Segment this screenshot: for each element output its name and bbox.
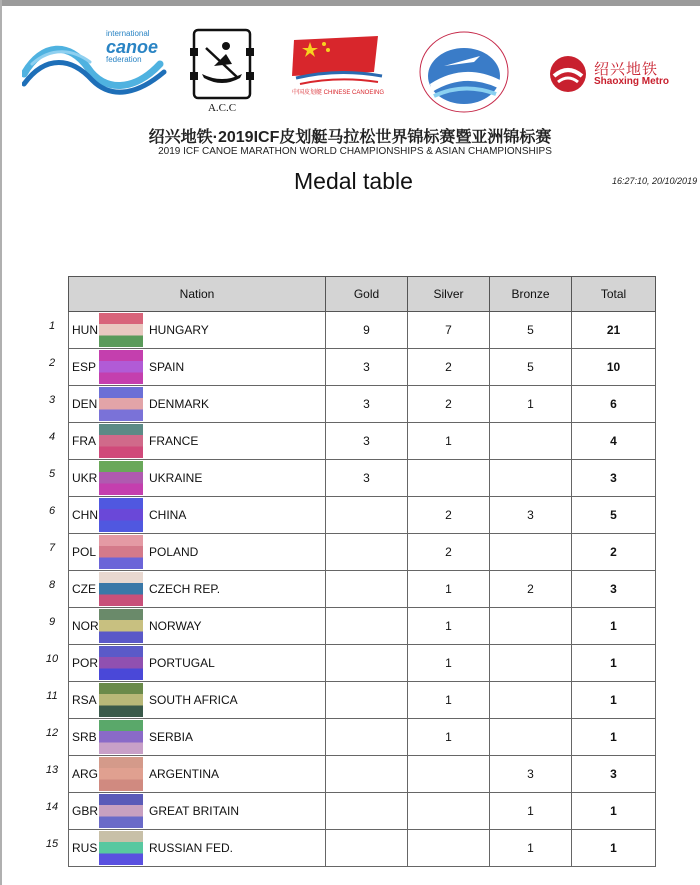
nation-name: UKRAINE xyxy=(149,471,203,485)
nation-cell xyxy=(69,386,326,423)
table-row xyxy=(69,497,656,534)
gold-count xyxy=(326,497,408,534)
metro-name-cn: 绍兴地铁 xyxy=(594,61,659,78)
bronze-count xyxy=(490,460,572,497)
flag-icon xyxy=(99,757,143,791)
noc-code: FRA xyxy=(72,434,96,448)
flag-icon xyxy=(99,831,143,865)
silver-count: 1 xyxy=(408,423,490,460)
bronze-count: 1 xyxy=(490,386,572,423)
noc-code: CZE xyxy=(72,582,96,596)
header-bronze: Bronze xyxy=(490,277,572,312)
table-row xyxy=(69,719,656,756)
noc-code: CHN xyxy=(72,508,98,522)
chinese-canoeing-logo xyxy=(288,32,388,98)
nation-name: GREAT BRITAIN xyxy=(149,804,240,818)
total-count: 5 xyxy=(572,497,656,534)
gold-count xyxy=(326,719,408,756)
rank-label: 6 xyxy=(48,505,56,517)
gold-count: 3 xyxy=(326,423,408,460)
flag-icon xyxy=(99,387,143,421)
noc-code: RUS xyxy=(72,841,98,855)
nation-cell xyxy=(69,497,326,534)
championships-logo xyxy=(414,26,514,116)
total-count: 4 xyxy=(572,423,656,460)
gold-count xyxy=(326,756,408,793)
nation-cell xyxy=(69,534,326,571)
nation-name: SPAIN xyxy=(149,360,185,374)
nation-cell xyxy=(69,608,326,645)
gold-count xyxy=(326,608,408,645)
silver-count: 2 xyxy=(408,349,490,386)
flag-icon xyxy=(99,609,143,643)
shaoxing-metro-logo xyxy=(548,54,678,94)
silver-count: 2 xyxy=(408,534,490,571)
flag-icon xyxy=(99,350,143,384)
flag-icon xyxy=(99,683,143,717)
header-silver: Silver xyxy=(408,277,490,312)
nation-name: PORTUGAL xyxy=(149,656,215,670)
flag-icon xyxy=(99,646,143,680)
gold-count xyxy=(326,682,408,719)
page-title: Medal table xyxy=(294,168,413,194)
flag-icon xyxy=(99,424,143,458)
gold-count xyxy=(326,793,408,830)
rank-label: 11 xyxy=(46,690,58,702)
rank-label: 13 xyxy=(45,764,59,776)
noc-code: GBR xyxy=(72,804,99,818)
rank-label: 1 xyxy=(48,320,56,332)
bronze-count xyxy=(490,423,572,460)
total-count: 1 xyxy=(572,719,656,756)
championships-emblem-icon xyxy=(414,26,514,116)
table-row xyxy=(69,423,656,460)
medal-table-body xyxy=(69,312,656,867)
gold-count: 3 xyxy=(326,386,408,423)
rank-label: 14 xyxy=(45,801,59,813)
flag-icon xyxy=(99,535,143,569)
nation-name: RUSSIAN FED. xyxy=(149,841,234,855)
gold-count xyxy=(326,534,408,571)
table-row xyxy=(69,349,656,386)
table-row xyxy=(69,386,656,423)
event-title-cn: 绍兴地铁·2019ICF皮划艇马拉松世界锦标赛暨亚洲锦标赛 xyxy=(148,129,552,146)
silver-count: 1 xyxy=(408,645,490,682)
rank-label: 10 xyxy=(45,653,59,665)
silver-count xyxy=(408,793,490,830)
total-count: 3 xyxy=(572,460,656,497)
gold-count xyxy=(326,645,408,682)
total-count: 3 xyxy=(572,756,656,793)
silver-count: 2 xyxy=(408,497,490,534)
metro-name-en: Shaoxing Metro xyxy=(594,76,670,87)
nation-name: CZECH REP. xyxy=(149,582,221,596)
nation-cell xyxy=(69,312,326,349)
silver-count: 1 xyxy=(408,682,490,719)
bronze-count: 1 xyxy=(490,793,572,830)
rank-label: 3 xyxy=(48,394,56,406)
bronze-count: 5 xyxy=(490,349,572,386)
noc-code: ESP xyxy=(72,360,97,374)
rank-label: 2 xyxy=(48,357,56,369)
flag-icon xyxy=(99,572,143,606)
noc-code: ARG xyxy=(72,767,99,781)
nation-cell xyxy=(69,793,326,830)
gold-count: 3 xyxy=(326,460,408,497)
silver-count: 2 xyxy=(408,386,490,423)
flag-icon xyxy=(99,720,143,754)
timestamp: 16:27:10, 20/10/2019 xyxy=(612,176,698,186)
table-header-row xyxy=(69,277,656,312)
total-count: 1 xyxy=(572,645,656,682)
nation-cell xyxy=(69,423,326,460)
top-frame-bar xyxy=(0,0,700,6)
bronze-count: 3 xyxy=(490,497,572,534)
metro-emblem-icon xyxy=(548,54,588,94)
table-row xyxy=(69,534,656,571)
flag-icon xyxy=(99,498,143,532)
noc-code: NOR xyxy=(72,619,99,633)
table-row xyxy=(69,571,656,608)
table-row xyxy=(69,608,656,645)
nation-name: SOUTH AFRICA xyxy=(149,693,238,707)
acc-logo xyxy=(190,26,254,118)
silver-count xyxy=(408,830,490,867)
rank-label: 4 xyxy=(48,431,56,443)
bronze-count: 1 xyxy=(490,830,572,867)
icf-logo xyxy=(22,28,172,106)
total-count: 1 xyxy=(572,793,656,830)
nation-cell xyxy=(69,571,326,608)
total-count: 21 xyxy=(572,312,656,349)
total-count: 3 xyxy=(572,571,656,608)
rank-label: 9 xyxy=(48,616,56,628)
rank-label: 5 xyxy=(48,468,56,480)
nation-cell xyxy=(69,349,326,386)
bronze-count xyxy=(490,645,572,682)
nation-name: CHINA xyxy=(149,508,187,522)
icf-wordmark-main: canoe xyxy=(106,37,159,57)
noc-code: POR xyxy=(72,656,99,670)
nation-cell xyxy=(69,719,326,756)
gold-count: 3 xyxy=(326,349,408,386)
silver-count xyxy=(408,460,490,497)
nation-name: POLAND xyxy=(149,545,199,559)
nation-name: DENMARK xyxy=(149,397,210,411)
rank-label: 8 xyxy=(48,579,56,591)
event-title-en: 2019 ICF CANOE MARATHON WORLD CHAMPIONSHIPS & ASIAN CHAMPIONSHIPS xyxy=(158,146,552,157)
nation-name: HUNGARY xyxy=(149,323,209,337)
bronze-count xyxy=(490,534,572,571)
nation-cell xyxy=(69,682,326,719)
flag-icon xyxy=(99,313,143,347)
noc-code: POL xyxy=(72,545,97,559)
nation-cell xyxy=(69,756,326,793)
nation-name: ARGENTINA xyxy=(149,767,220,781)
nation-name: NORWAY xyxy=(149,619,202,633)
noc-code: RSA xyxy=(72,693,97,707)
icf-wordmark-bottom: federation xyxy=(106,55,142,64)
flag-icon xyxy=(99,461,143,495)
nation-name: FRANCE xyxy=(149,434,199,448)
bronze-count: 2 xyxy=(490,571,572,608)
table-row xyxy=(69,756,656,793)
silver-count: 1 xyxy=(408,719,490,756)
flag-icon xyxy=(99,794,143,828)
total-count: 1 xyxy=(572,682,656,719)
table-row xyxy=(69,793,656,830)
rank-label: 15 xyxy=(45,838,59,850)
nation-cell xyxy=(69,830,326,867)
total-count: 1 xyxy=(572,608,656,645)
table-row xyxy=(69,645,656,682)
svg-text:中国皮划艇 CHINESE CANOEING: 中国皮划艇 CHINESE CANOEING xyxy=(291,90,385,96)
table-row xyxy=(69,830,656,867)
icf-wordmark xyxy=(106,30,186,64)
silver-count xyxy=(408,756,490,793)
gold-count xyxy=(326,571,408,608)
gold-count xyxy=(326,830,408,867)
bronze-count: 3 xyxy=(490,756,572,793)
total-count: 1 xyxy=(572,830,656,867)
silver-count: 1 xyxy=(408,571,490,608)
icf-wordmark-top: international xyxy=(106,29,150,38)
gold-count: 9 xyxy=(326,312,408,349)
silver-count: 1 xyxy=(408,608,490,645)
table-row xyxy=(69,682,656,719)
noc-code: HUN xyxy=(72,323,98,337)
noc-code: DEN xyxy=(72,397,98,411)
bronze-count xyxy=(490,719,572,756)
header-nation: Nation xyxy=(69,277,326,312)
nation-name: SERBIA xyxy=(149,730,194,744)
total-count: 2 xyxy=(572,534,656,571)
rank-label: 7 xyxy=(48,542,56,554)
table-row xyxy=(69,460,656,497)
bronze-count xyxy=(490,608,572,645)
noc-code: SRB xyxy=(72,730,97,744)
bronze-count xyxy=(490,682,572,719)
silver-count: 7 xyxy=(408,312,490,349)
medal-table xyxy=(68,276,656,867)
header-total: Total xyxy=(572,277,656,312)
nation-cell xyxy=(69,645,326,682)
bronze-count: 5 xyxy=(490,312,572,349)
header-gold: Gold xyxy=(326,277,408,312)
total-count: 10 xyxy=(572,349,656,386)
total-count: 6 xyxy=(572,386,656,423)
acc-label: A.C.C xyxy=(207,102,237,114)
nation-cell xyxy=(69,460,326,497)
rank-label: 12 xyxy=(45,727,59,739)
noc-code: UKR xyxy=(72,471,98,485)
table-row xyxy=(69,312,656,349)
acc-emblem-icon xyxy=(190,26,254,102)
chinese-flag-emblem-icon xyxy=(288,32,388,98)
